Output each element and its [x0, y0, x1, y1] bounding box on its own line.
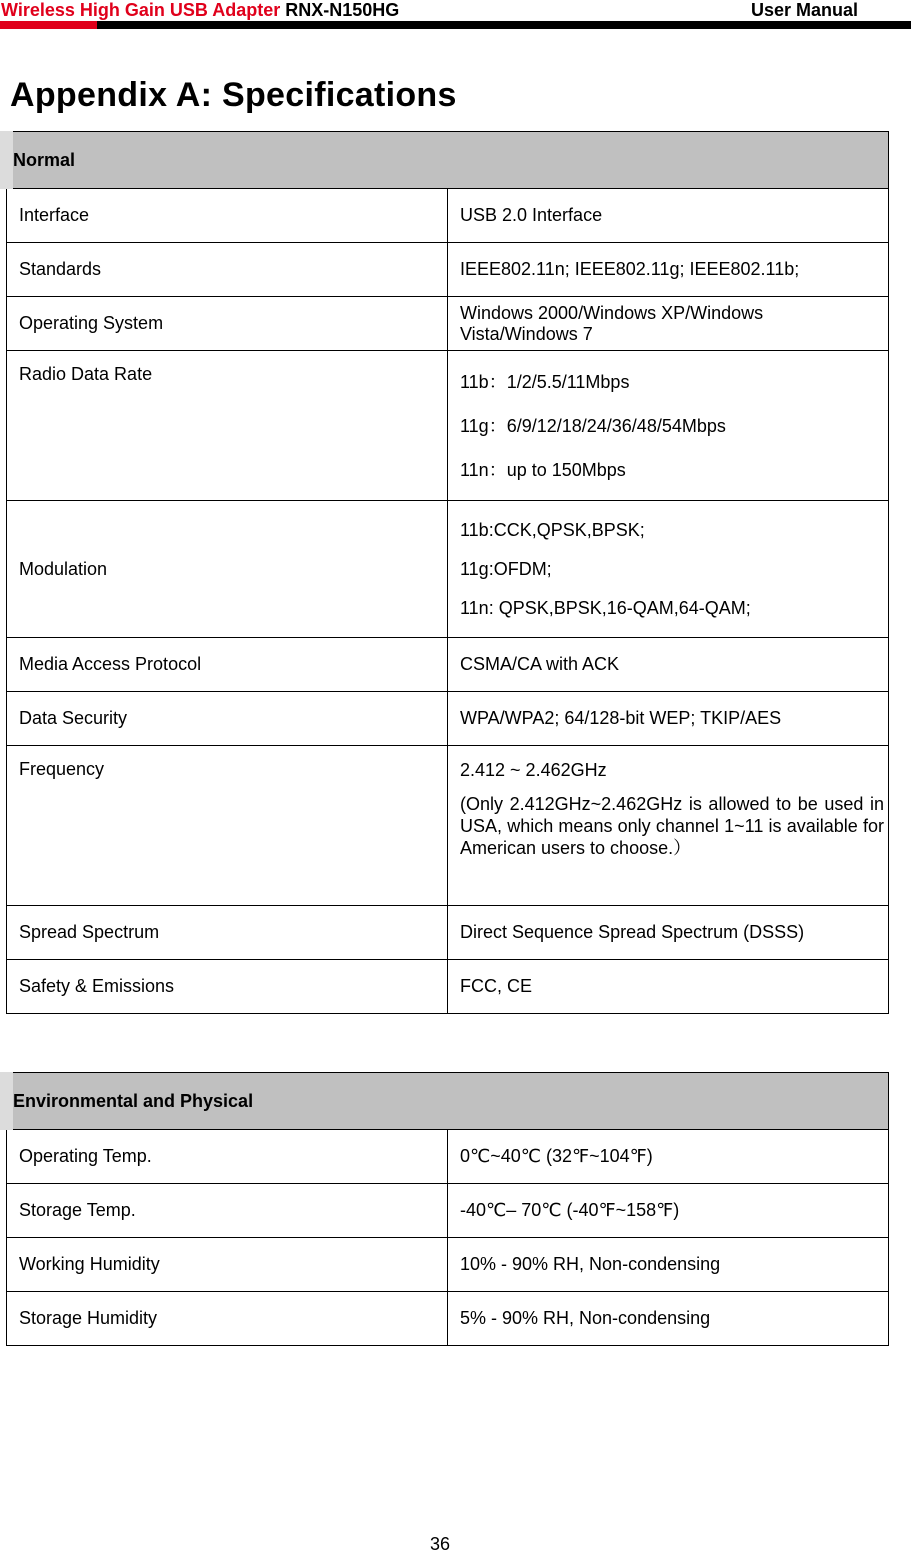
- header-rule-black: [97, 21, 911, 29]
- table-row: [7, 297, 889, 351]
- spec-label: Storage Temp.: [7, 1184, 448, 1238]
- environmental-spec-table: [0, 1072, 889, 1346]
- header-product: [1, 0, 399, 21]
- spec-value: CSMA/CA with ACK: [448, 638, 889, 692]
- spec-label: Media Access Protocol: [7, 638, 448, 692]
- spec-value: 5% - 90% RH, Non-condensing: [448, 1292, 889, 1346]
- spec-value: FCC, CE: [448, 960, 889, 1014]
- spec-value-multiline: [448, 746, 889, 906]
- frequency-note: (Only 2.412GHz~2.462GHz is allowed to be used in USA, which means only channel 1~11 is available for American users to choose.）: [460, 794, 884, 858]
- rate-line: 11b：1/2/5.5/11Mbps: [460, 371, 630, 392]
- spec-label: Operating Temp.: [7, 1130, 448, 1184]
- table-row: [7, 692, 889, 746]
- page-number: 36: [430, 1534, 451, 1554]
- page-title: Appendix A: Specifications: [10, 76, 457, 114]
- spec-value: Direct Sequence Spread Spectrum (DSSS): [448, 906, 889, 960]
- spec-label: Working Humidity: [7, 1238, 448, 1292]
- spec-label: Spread Spectrum: [7, 906, 448, 960]
- spec-label: Standards: [7, 243, 448, 297]
- table-row: [7, 1238, 889, 1292]
- spec-value-multiline: [448, 351, 889, 501]
- modulation-line: 11g:OFDM;: [460, 559, 552, 579]
- table-row: [7, 1184, 889, 1238]
- spec-label: Safety & Emissions: [7, 960, 448, 1014]
- normal-spec-table: [0, 131, 889, 1014]
- rate-line: 11g：6/9/12/18/24/36/48/54Mbps: [460, 415, 726, 436]
- rate-line: 11n：up to 150Mbps: [460, 459, 626, 480]
- section-heading: Environmental and Physical: [7, 1073, 889, 1130]
- table-row: [7, 638, 889, 692]
- section-heading: Normal: [7, 132, 889, 189]
- frequency-range: 2.412 ~ 2.462GHz: [460, 760, 607, 780]
- spec-label: Interface: [7, 189, 448, 243]
- spec-value: -40℃– 70℃ (-40℉~158℉): [448, 1184, 889, 1238]
- spec-label: Data Security: [7, 692, 448, 746]
- spec-label: Radio Data Rate: [7, 351, 448, 501]
- spec-label: Frequency: [7, 746, 448, 906]
- spec-value: Windows 2000/Windows XP/Windows Vista/Windows 7: [448, 297, 889, 351]
- header-model: RNX-N150HG: [285, 0, 400, 20]
- table-row: [7, 1130, 889, 1184]
- spec-value: 10% - 90% RH, Non-condensing: [448, 1238, 889, 1292]
- table-row: [7, 243, 889, 297]
- spec-value: WPA/WPA2; 64/128-bit WEP; TKIP/AES: [448, 692, 889, 746]
- modulation-line: 11n: QPSK,BPSK,16-QAM,64-QAM;: [460, 598, 751, 618]
- table-row: [7, 1292, 889, 1346]
- spec-value: 0℃~40℃ (32℉~104℉): [448, 1130, 889, 1184]
- table-row: [7, 746, 889, 906]
- table-row: [7, 501, 889, 638]
- header-brand: Wireless High Gain USB Adapter: [1, 0, 281, 20]
- table-row: [7, 906, 889, 960]
- spec-label: Operating System: [7, 297, 448, 351]
- spec-value-multiline: [448, 501, 889, 638]
- spec-label: Storage Humidity: [7, 1292, 448, 1346]
- spec-label: Modulation: [7, 501, 448, 638]
- spec-value: IEEE802.11n; IEEE802.11g; IEEE802.11b;: [448, 243, 889, 297]
- table-row: [7, 189, 889, 243]
- spec-value: USB 2.0 Interface: [448, 189, 889, 243]
- modulation-line: 11b:CCK,QPSK,BPSK;: [460, 520, 645, 540]
- section-header-row: [7, 132, 889, 189]
- page-header: [0, 0, 911, 30]
- table-row: [7, 351, 889, 501]
- section-header-row: [7, 1073, 889, 1130]
- header-rule-red: [0, 21, 97, 29]
- table-row: [7, 960, 889, 1014]
- header-doc-type: User Manual: [751, 0, 859, 20]
